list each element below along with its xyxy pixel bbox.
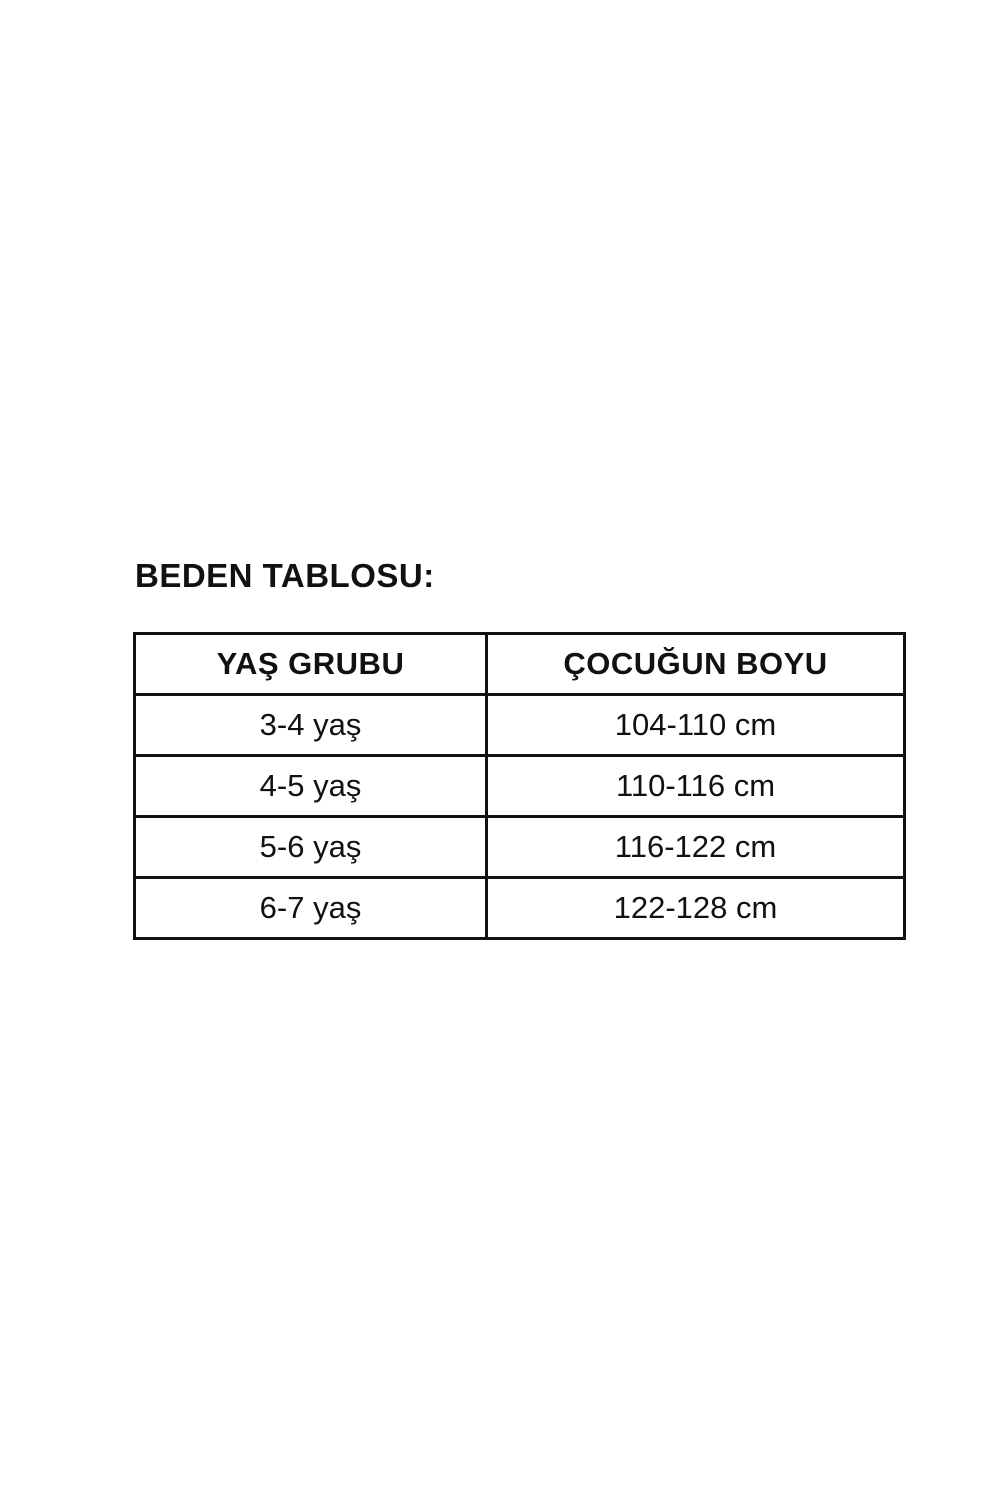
table-cell-child-height [487,878,905,939]
table-row [135,878,905,939]
table-row [135,695,905,756]
table-cell-child-height-value: 104-110 cm [614,706,777,742]
table-cell-child-height-value: 116-122 cm [614,828,777,864]
table-cell-child-height [487,817,905,878]
table-cell-age-group-value: 5-6 yaş [259,828,362,864]
table-cell-age-group [135,756,487,817]
table-cell-age-group [135,878,487,939]
table-cell-child-height [487,756,905,817]
table-header-age-group-label: YAŞ GRUBU [216,645,405,681]
size-chart-table [133,632,906,940]
page-title: BEDEN TABLOSU: [135,557,435,594]
table-cell-child-height-value: 122-128 cm [613,889,778,925]
table-header-child-height [487,634,905,695]
table-header-row [135,634,905,695]
table-header-child-height-label: ÇOCUĞUN BOYU [563,645,828,681]
table-cell-age-group [135,695,487,756]
table-cell-age-group-value: 4-5 yaş [259,767,362,803]
table-row [135,817,905,878]
table-header-age-group [135,634,487,695]
table-cell-child-height-value: 110-116 cm [615,767,776,803]
table-cell-age-group-value: 6-7 yaş [259,889,362,925]
size-chart-block [133,558,903,940]
table-cell-age-group [135,817,487,878]
table-cell-age-group-value: 3-4 yaş [259,706,362,742]
table-cell-child-height [487,695,905,756]
table-row [135,756,905,817]
